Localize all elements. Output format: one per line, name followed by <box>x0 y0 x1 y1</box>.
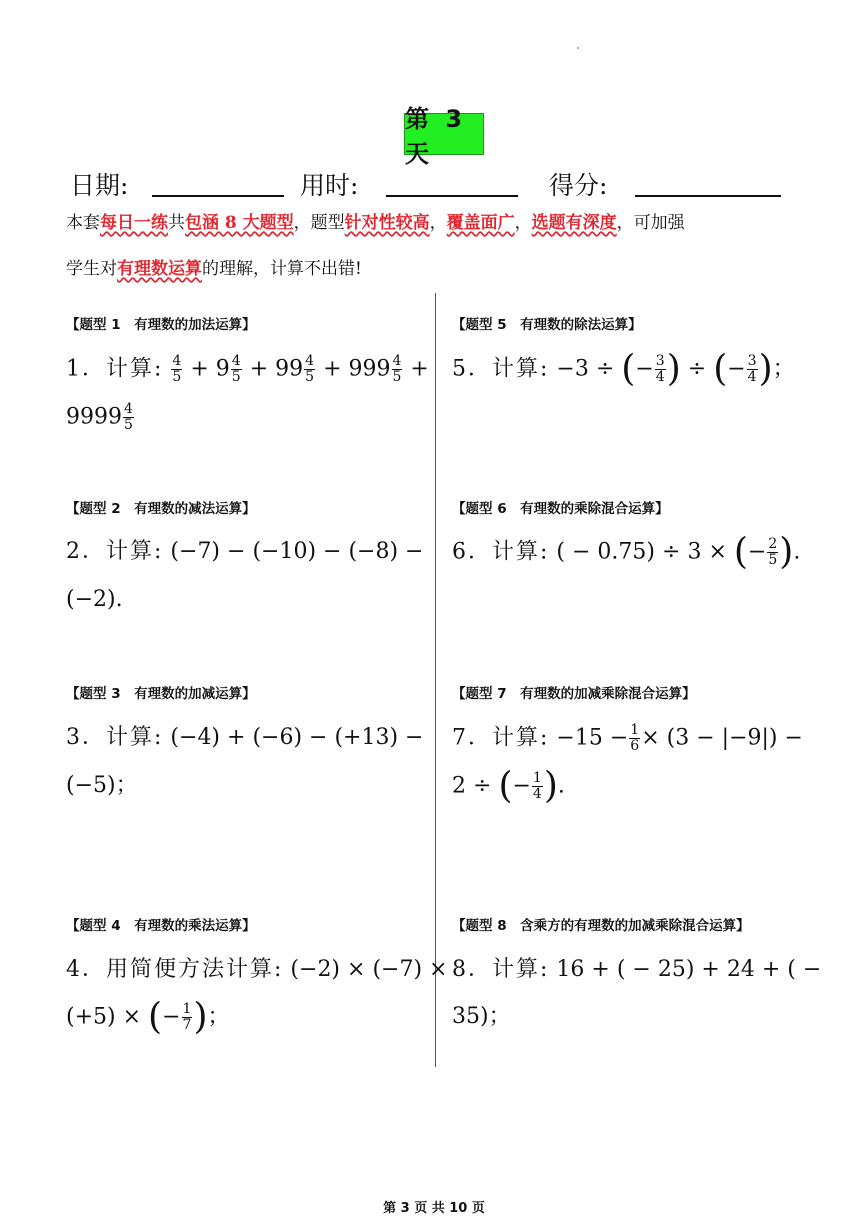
page-footer: 第 3 页 共 10 页 <box>383 1201 485 1216</box>
question-2-heading: 【题型 2 有理数的减法运算】 <box>66 501 256 517</box>
question-5-line-1: 5．计算: −3 ÷ (− $\frac{3}{4}$ ) ÷ (− $\frac{3}{4}$ )； <box>452 348 795 390</box>
page-title: 第 3 天 <box>404 113 484 155</box>
score-label: 得分: <box>549 171 608 200</box>
question-1-line-1: 1．计算: $\frac{4}{5}$ + 9 $\frac{4}{5}$ + 99 $\frac{4}{5}$ + 999 $\frac{4}{5}$ + <box>66 353 429 385</box>
question-1-heading: 【题型 1 有理数的加法运算】 <box>66 317 256 333</box>
question-2-line-1: 2．计算: (−7) − (−10) − (−8) − <box>66 539 424 564</box>
highlight: 选题有深度 <box>531 213 617 233</box>
highlight: 有理数运算 <box>117 259 202 279</box>
highlight: 包涵 8 大题型 <box>185 213 294 233</box>
question-6-line-1: 6．计算: ( − 0.75) ÷ 3 × (− $\frac{2}{5}$ ). <box>452 531 801 573</box>
question-8-line-2: 35)； <box>452 1004 511 1029</box>
question-5-heading: 【题型 5 有理数的除法运算】 <box>452 317 642 333</box>
date-blank[interactable] <box>152 195 284 197</box>
highlight: 每日一练 <box>100 213 168 233</box>
question-3-heading: 【题型 3 有理数的加减运算】 <box>66 686 256 702</box>
score-blank[interactable] <box>635 195 781 197</box>
question-4-line-2: (+5) × (− $\frac{1}{7}$ )； <box>66 996 230 1038</box>
question-4-heading: 【题型 4 有理数的乘法运算】 <box>66 918 256 934</box>
highlight: 针对性较高 <box>344 213 430 233</box>
intro-line-2: 学生对有理数运算的理解，计算不出错! <box>66 259 362 279</box>
date-label: 日期: <box>70 171 129 200</box>
intro-line-1: 本套每日一练共包涵 8 大题型，题型针对性较高，覆盖面广，选题有深度，可加强 <box>66 213 685 233</box>
question-7-line-2: 2 ÷ (− $\frac{1}{4}$ ). <box>452 765 565 807</box>
question-2-line-2: (−2). <box>66 587 123 612</box>
column-divider <box>435 293 436 1067</box>
speck <box>577 47 579 49</box>
time-label: 用时: <box>300 171 359 200</box>
time-blank[interactable] <box>386 195 518 197</box>
question-3-line-2: (−5)； <box>66 773 138 798</box>
highlight: 覆盖面广 <box>446 213 515 233</box>
question-4-line-1: 4．用简便方法计算: (−2) × (−7) × <box>66 957 448 982</box>
question-8-line-1: 8．计算: 16 + ( − 25) + 24 + ( − <box>452 957 822 982</box>
question-8-heading: 【题型 8 含乘方的有理数的加减乘除混合运算】 <box>452 918 750 934</box>
question-1-line-2: 9999 $\frac{4}{5}$ <box>66 401 133 433</box>
question-7-line-1: 7．计算: −15 − $\frac{1}{6}$ × (3 − |−9|) − <box>452 722 803 754</box>
question-7-heading: 【题型 7 有理数的加减乘除混合运算】 <box>452 686 696 702</box>
question-6-heading: 【题型 6 有理数的乘除混合运算】 <box>452 501 669 517</box>
question-3-line-1: 3．计算: (−4) + (−6) − (+13) − <box>66 725 424 750</box>
